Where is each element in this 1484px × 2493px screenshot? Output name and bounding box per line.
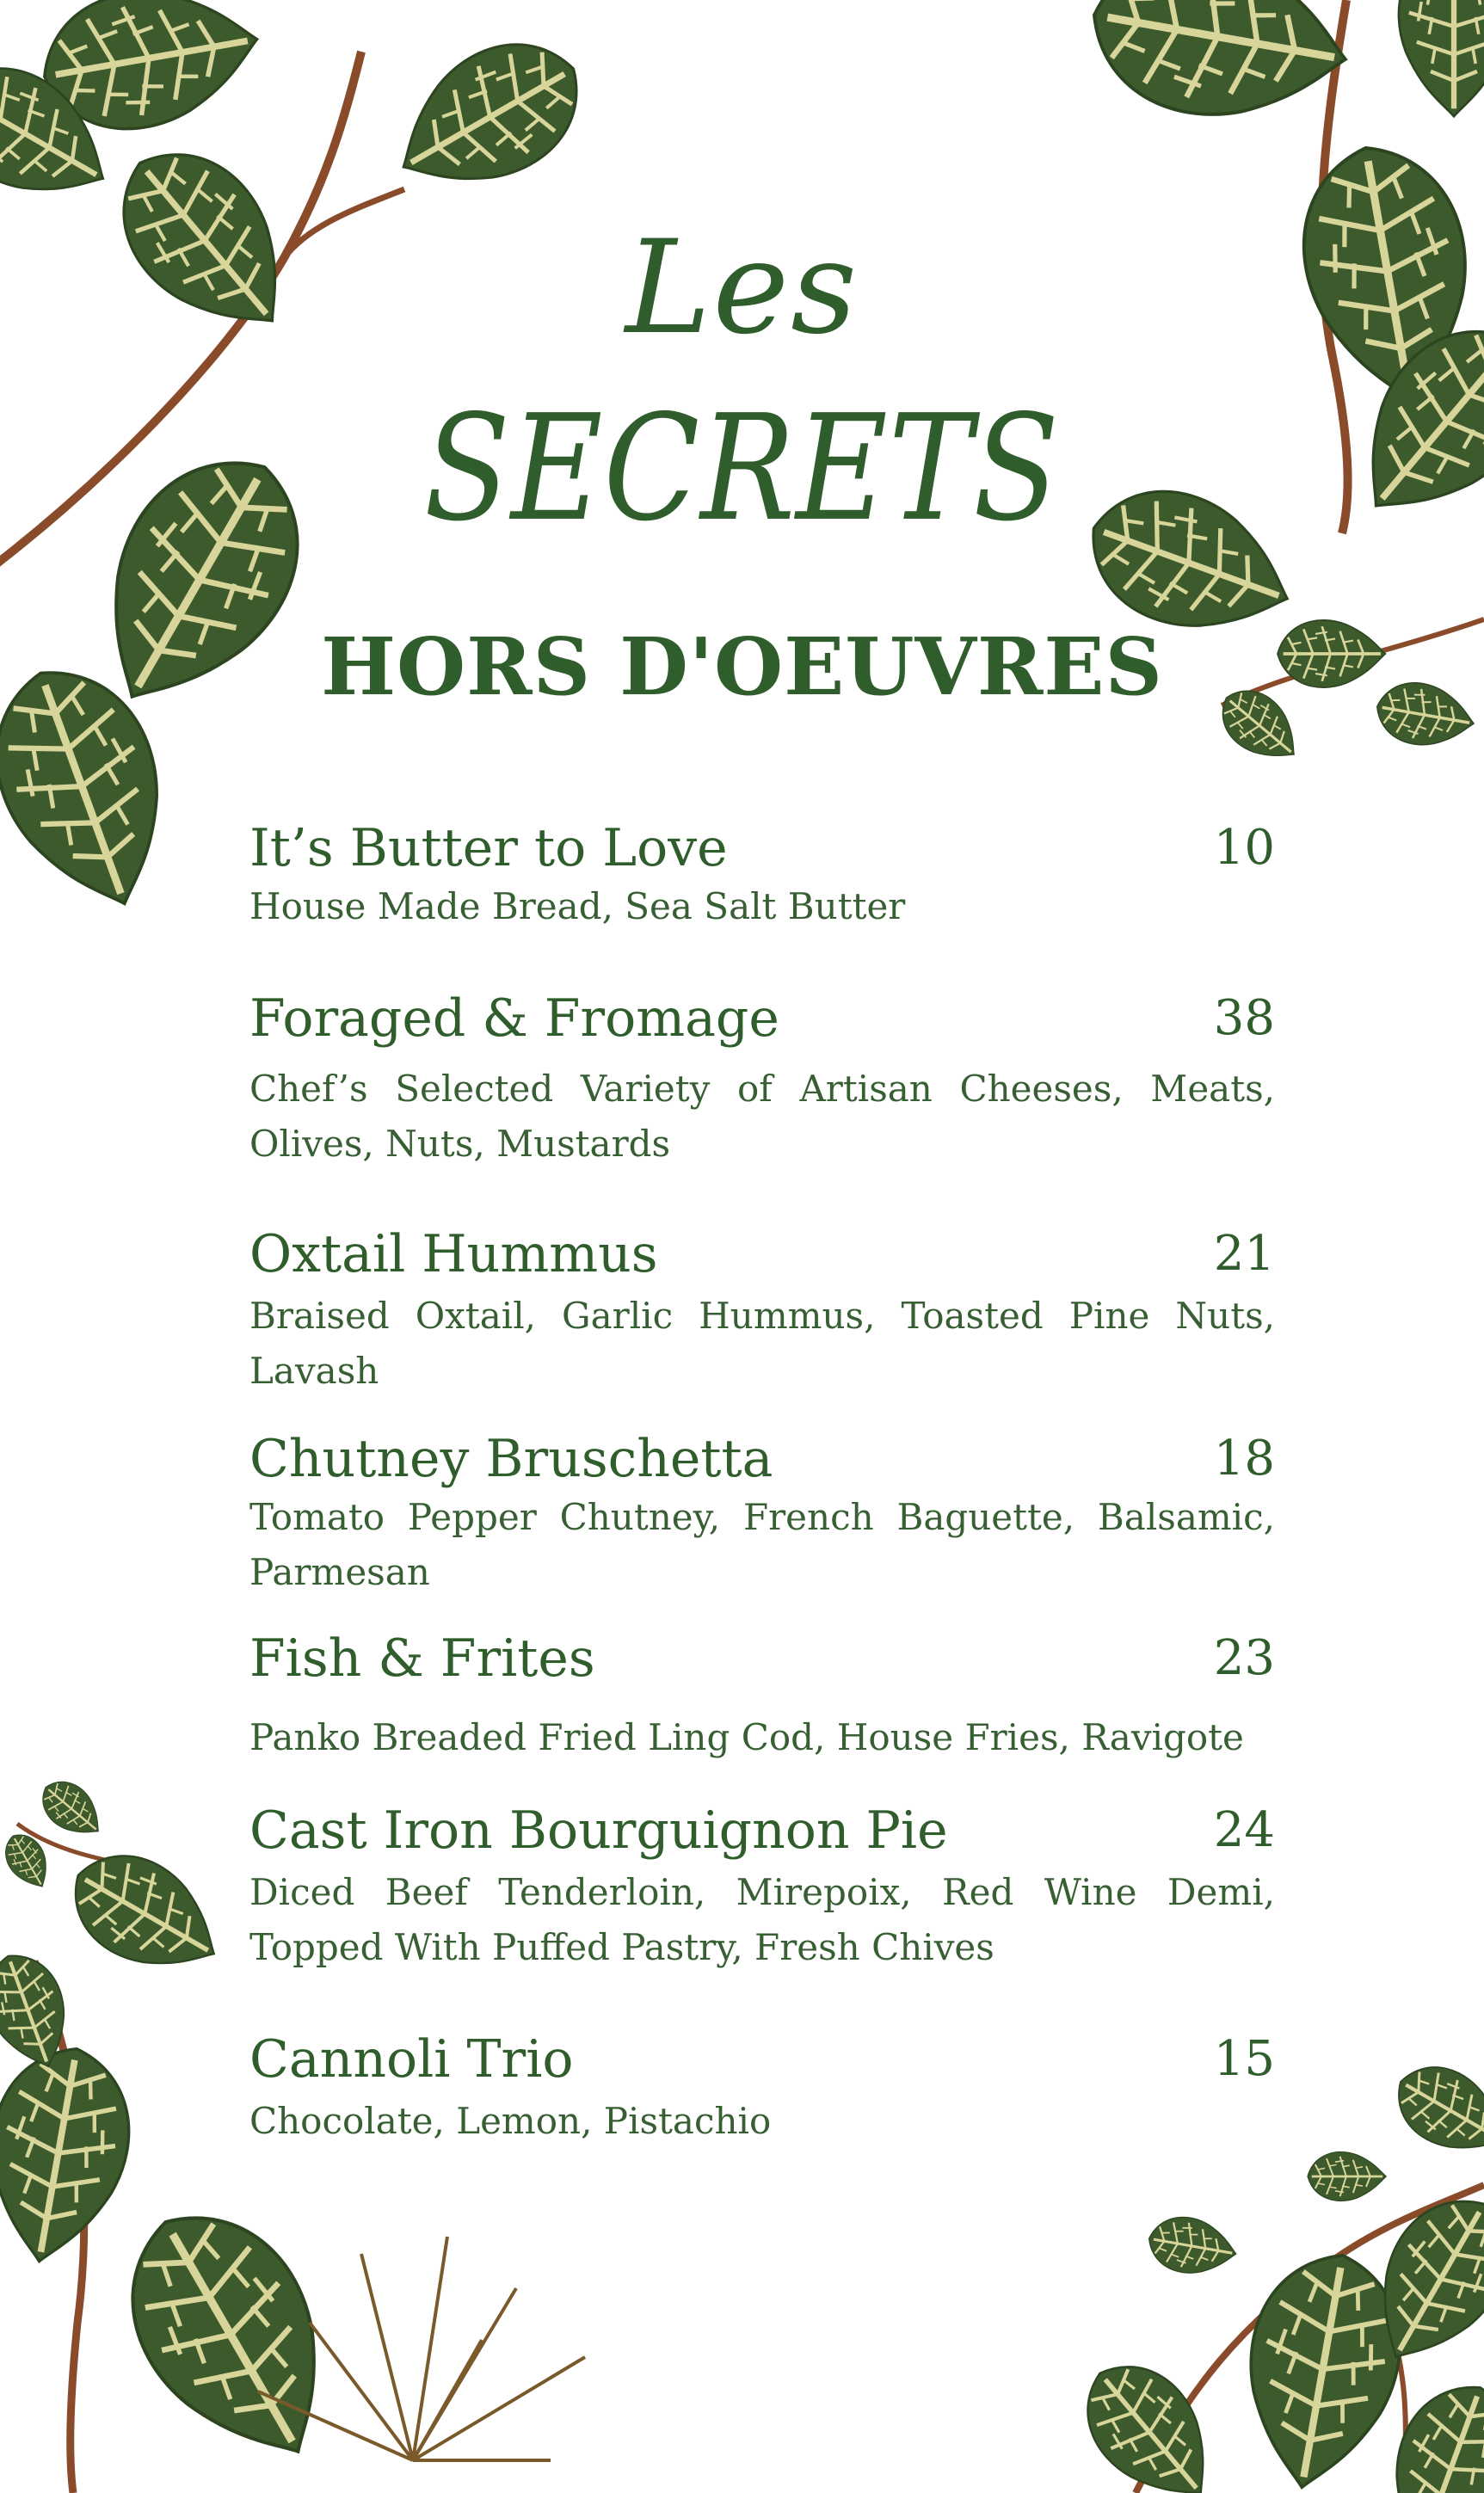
item-name: Oxtail Hummus [249,1224,658,1284]
item-name: Chutney Bruschetta [249,1429,773,1489]
item-price: 24 [1213,1802,1275,1858]
item-description: Braised Oxtail, Garlic Hummus, Toasted Pine Nuts, Lavash [249,1295,1275,1392]
item-description: Diced Beef Tenderloin, Mirepoix, Red Wine Demi, Topped With Puffed Pastry, Fresh Chives [249,1871,1275,1968]
brand-title-secrets: SECRETS [423,384,1061,554]
item-price: 15 [1213,2031,1275,2087]
item-name: Cannoli Trio [249,2029,574,2090]
item-price: 10 [1213,820,1275,876]
item-price: 21 [1213,1226,1275,1282]
item-name: Foraged & Fromage [249,988,779,1049]
section-title: HORS D'OEUVRES [321,620,1163,713]
item-description: Chocolate, Lemon, Pistachio [249,2100,772,2142]
item-name: It’s Butter to Love [249,818,728,878]
item-price: 18 [1213,1431,1275,1487]
item-description: House Made Bread, Sea Salt Butter [249,885,906,927]
item-name: Fish & Frites [249,1628,595,1689]
item-description: Tomato Pepper Chutney, French Baguette, Balsamic, Parmesan [249,1496,1275,1593]
item-price: 23 [1213,1630,1275,1686]
item-name: Cast Iron Bourguignon Pie [249,1800,948,1861]
item-description: Panko Breaded Fried Ling Cod, House Fries, Ravigote [249,1716,1244,1758]
item-price: 38 [1213,990,1275,1046]
brand-title-les: Les [625,213,859,363]
item-description: Chef’s Selected Variety of Artisan Cheeses, Meats, Olives, Nuts, Mustards [249,1068,1275,1165]
